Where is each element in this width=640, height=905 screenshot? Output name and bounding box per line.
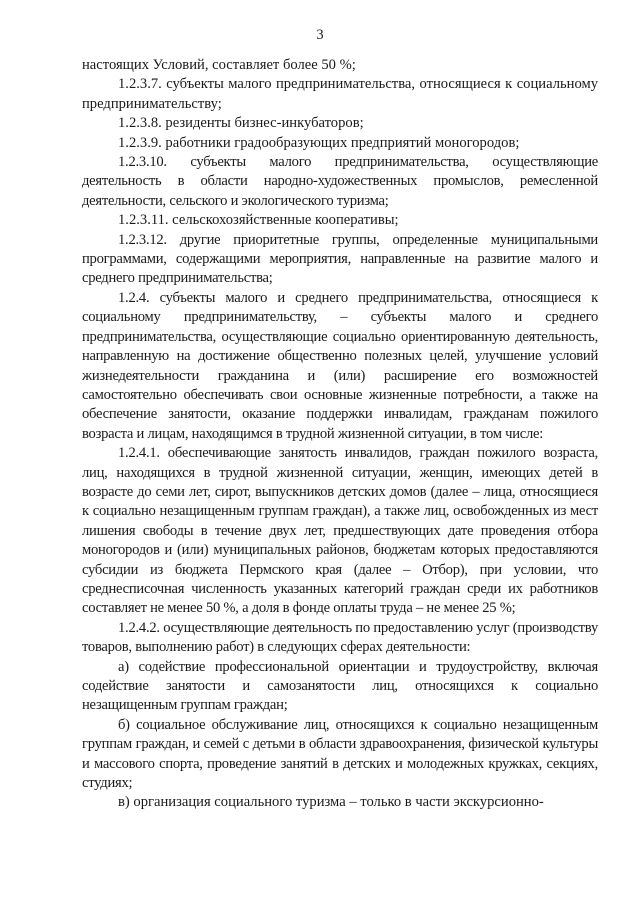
paragraph-1-2-4-2: 1.2.4.2. осуществляющие деятельность по предоставлению услуг (производству товаров, выполнению работ) в следующих сферах деятельности: xyxy=(82,619,598,656)
paragraph-continuation: настоящих Условий, составляет более 50 %; xyxy=(82,57,356,73)
paragraph-1-2-4-1: 1.2.4.1. обеспечивающие занятость инвалидов, граждан пожилого возраста, лиц, находящихся в трудной жизненной ситуации, женщин, имеющих детей в возрасте до семи лет, сирот, выпускников детских домов (далее – лица, относящиеся к социально незащищенным группам граждан), а также лиц, освобожденных из мест лишения свободы в течение двух лет, предшествующих дате проведения отбора моногородов и (или) муниципальных районов, бюджетам которых предоставляются субсидии из бюджета Пермского края (далее – Отбор), при условии, что среднесписочная численность указанных категорий граждан среди их работников составляет не менее 50 %, а доля в фонде оплаты труда – не менее 25 %; xyxy=(82,445,598,617)
paragraph-1-2-3-12: 1.2.3.12. другие приоритетные группы, определенные муниципальными программами, содержащими мероприятия, направленные на развитие малого и среднего предпринимательства; xyxy=(82,231,598,287)
paragraph-1-2-3-11: 1.2.3.11. сельскохозяйственные кооперативы; xyxy=(118,212,399,229)
paragraph-item-b: б) социальное обслуживание лиц, относящихся к социально незащищенным группам граждан, и семей с детьми в области здравоохранения, физической культуры и массового спорта, проведение занятий в детских и молодежных кружках, секциях, студиях; xyxy=(82,716,598,792)
paragraph-item-v: в) организация социального туризма – только в части экскурсионно- xyxy=(118,794,544,811)
paragraph-item-a: а) содействие профессиональной ориентации и трудоустройству, включая содействие занятости и самозанятости лиц, относящихся к социально незащищенным группам граждан; xyxy=(82,658,598,714)
paragraph-1-2-4: 1.2.4. субъекты малого и среднего предпринимательства, относящиеся к социальному предпринимательству, – субъекты малого и среднего предпринимательства, осуществляющие социально ориентированную деятельность, направленную на достижение общественно полезных целей, улучшение условий жизнедеятельности гражданина и (или) расширение его возможностей самостоятельно обеспечивать свои основные жизненные потребности, а также на обеспечение занятости, оказание поддержки инвалидам, гражданам пожилого возраста и лицам, находящимся в трудной жизненной ситуации, в том числе: xyxy=(82,289,598,442)
paragraph-1-2-3-10: 1.2.3.10. субъекты малого предпринимательства, осуществляющие деятельность в области народно-художественных промыслов, ремесленной деятельности, сельского и экологического туризма; xyxy=(82,154,598,209)
paragraph-1-2-3-9: 1.2.3.9. работники градообразующих предприятий моногородов; xyxy=(118,134,520,151)
document-body xyxy=(82,56,598,813)
paragraph-1-2-3-7: 1.2.3.7. субъекты малого предпринимательства, относящиеся к социальному предпринимательству; xyxy=(82,76,598,112)
paragraph-1-2-3-8: 1.2.3.8. резиденты бизнес-инкубаторов; xyxy=(118,115,364,132)
page-number: 3 xyxy=(316,27,324,43)
